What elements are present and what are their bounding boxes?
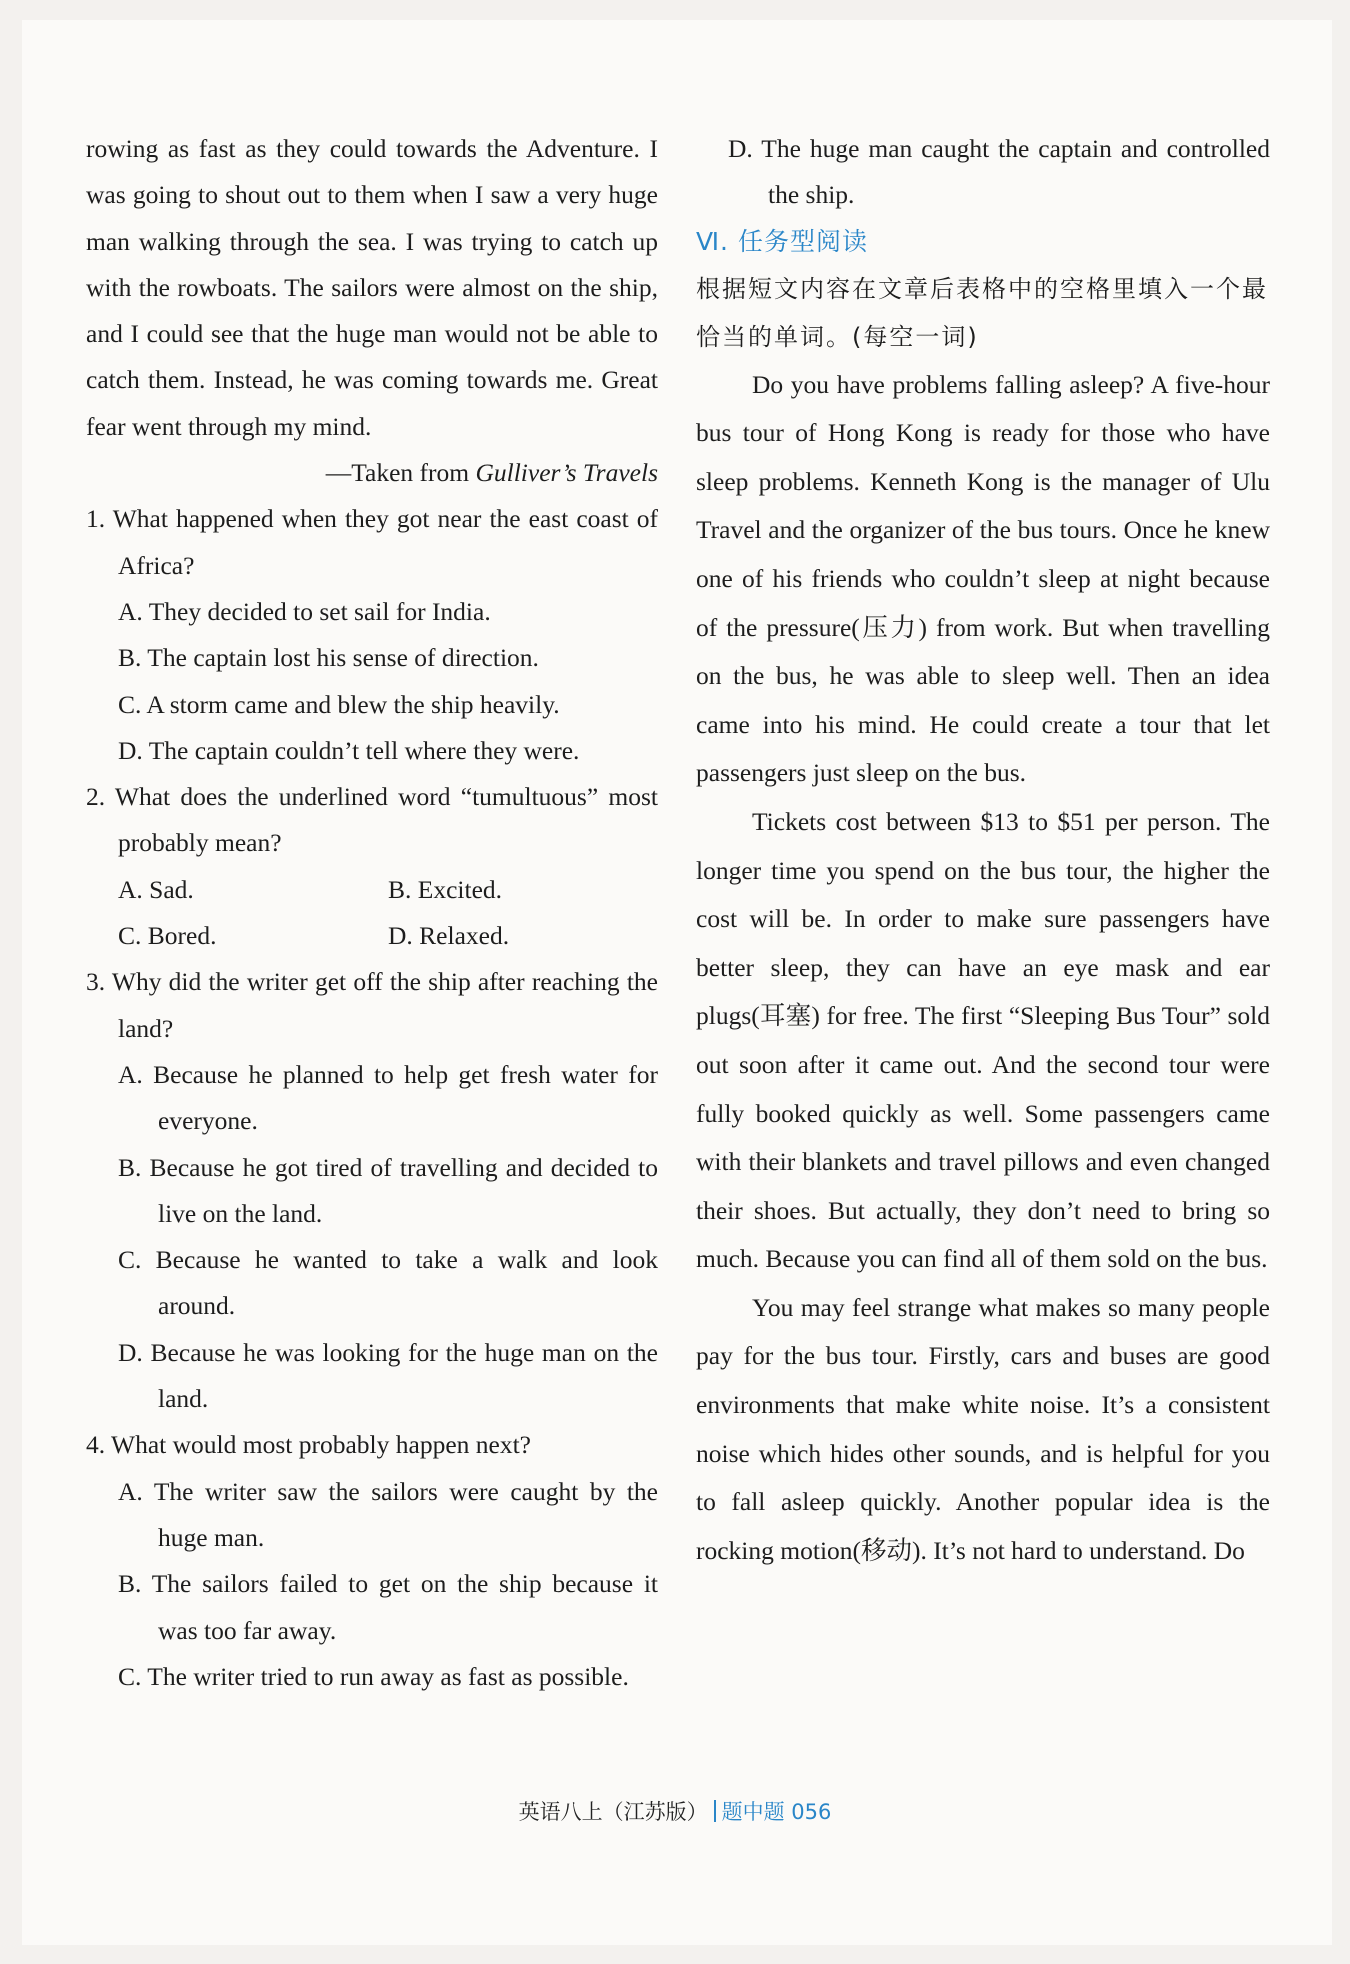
q2-option-a: A. Sad. [118,874,194,904]
q3-option-a: A. Because he planned to help get fresh water for everyone. [118,1059,658,1136]
q4-option-c: C. The writer tried to run away as fast as possible. [118,1661,629,1691]
q2-options-row-2 [86,913,658,959]
q4-option-a: A. The writer saw the sailors were caught by the huge man. [118,1476,658,1552]
source-title: Gulliver’s Travels [475,458,658,488]
q3-option-d: D. Because he was looking for the huge man on the land. [118,1337,658,1414]
page-number: 056 [791,1800,832,1824]
series-brand: 题中题 [721,1800,785,1824]
q3-option-c: C. Because he wanted to take a walk and look around. [118,1245,658,1321]
q2-option-b: B. Excited. [388,874,503,904]
question-1: 1. What happened when they got near the east coast of Africa? [86,504,658,580]
q4-option-d: D. The huge man caught the captain and controlled the ship. [728,134,1270,210]
q3-option-b: B. Because he got tired of travelling and decided to live on the land. [118,1152,658,1228]
q2-option-c: C. Bored. [118,921,217,951]
passage-source: —Taken from Gulliver’s Travels [325,458,658,488]
question-3: 3. Why did the writer get off the ship after reaching the land? [86,967,658,1043]
page-footer [0,1796,1350,1826]
passage-text: rowing as fast as they could towards the Adventure. I was going to shout out to them when I saw a very huge man walking through the sea. I was trying to catch up with the rowboats. The sailors were almost on the ship, and I could see that the huge man would not be able to catch them. Instead, he was coming towards me. Great fear went through my mind. [86,134,658,441]
reading-paragraph-3: You may feel strange what makes so many people pay for the bus tour. Firstly, cars and buses are good environments that make white noise. It’s a consistent noise which hides other sounds, and is helpful for you to fall asleep quickly. Another popular idea is the rocking motion(移动). It’s not hard to understand. Do [696,1292,1270,1565]
book-title: 英语八上（江苏版） [518,1800,708,1824]
q2-options-row-1 [86,867,658,913]
q1-option-a: A. They decided to set sail for India. [118,596,491,626]
left-column [86,126,658,1700]
q1-option-b: B. The captain lost his sense of direction. [118,643,539,673]
q2-option-d: D. Relaxed. [388,921,510,951]
question-4: 4. What would most probably happen next? [86,1430,531,1460]
reading-paragraph-2: Tickets cost between $13 to $51 per person. The longer time you spend on the bus tour, the higher the cost will be. In order to make sure passengers have better sleep, they can have an eye mask and ear plugs(耳塞) for free. The first “Sleeping Bus Tour” sold out soon after it came out. And the second tour were fully booked quickly as well. Some passengers came with their blankets and travel pillows and even changed their shoes. But actually, they don’t need to bring so much. Because you can find all of them sold on the bus. [696,806,1270,1274]
footer-divider [714,1800,716,1822]
right-column [696,126,1270,1575]
question-2: 2. What does the underlined word “tumultuous” most probably mean? [86,782,658,858]
q1-option-c: C. A storm came and blew the ship heavily. [118,689,560,719]
section-heading: Ⅵ. 任务型阅读 [696,226,868,256]
q4-option-b: B. The sailors failed to get on the ship because it was too far away. [118,1569,658,1645]
task-instruction: 根据短文内容在文章后表格中的空格里填入一个最恰当的单词。(每空一词) [696,274,1268,351]
reading-paragraph-1: Do you have problems falling asleep? A five-hour bus tour of Hong Kong is ready for those who have sleep problems. Kenneth Kong is the manager of Ulu Travel and the organizer of the bus tours. Once he knew one of his friends who couldn’t sleep at night because of the pressure(压力) from work. But when travelling on the bus, he was able to sleep well. Then an idea came into his mind. He could create a tour that let passengers just sleep on the bus. [696,369,1270,788]
q1-option-d: D. The captain couldn’t tell where they were. [118,735,580,765]
